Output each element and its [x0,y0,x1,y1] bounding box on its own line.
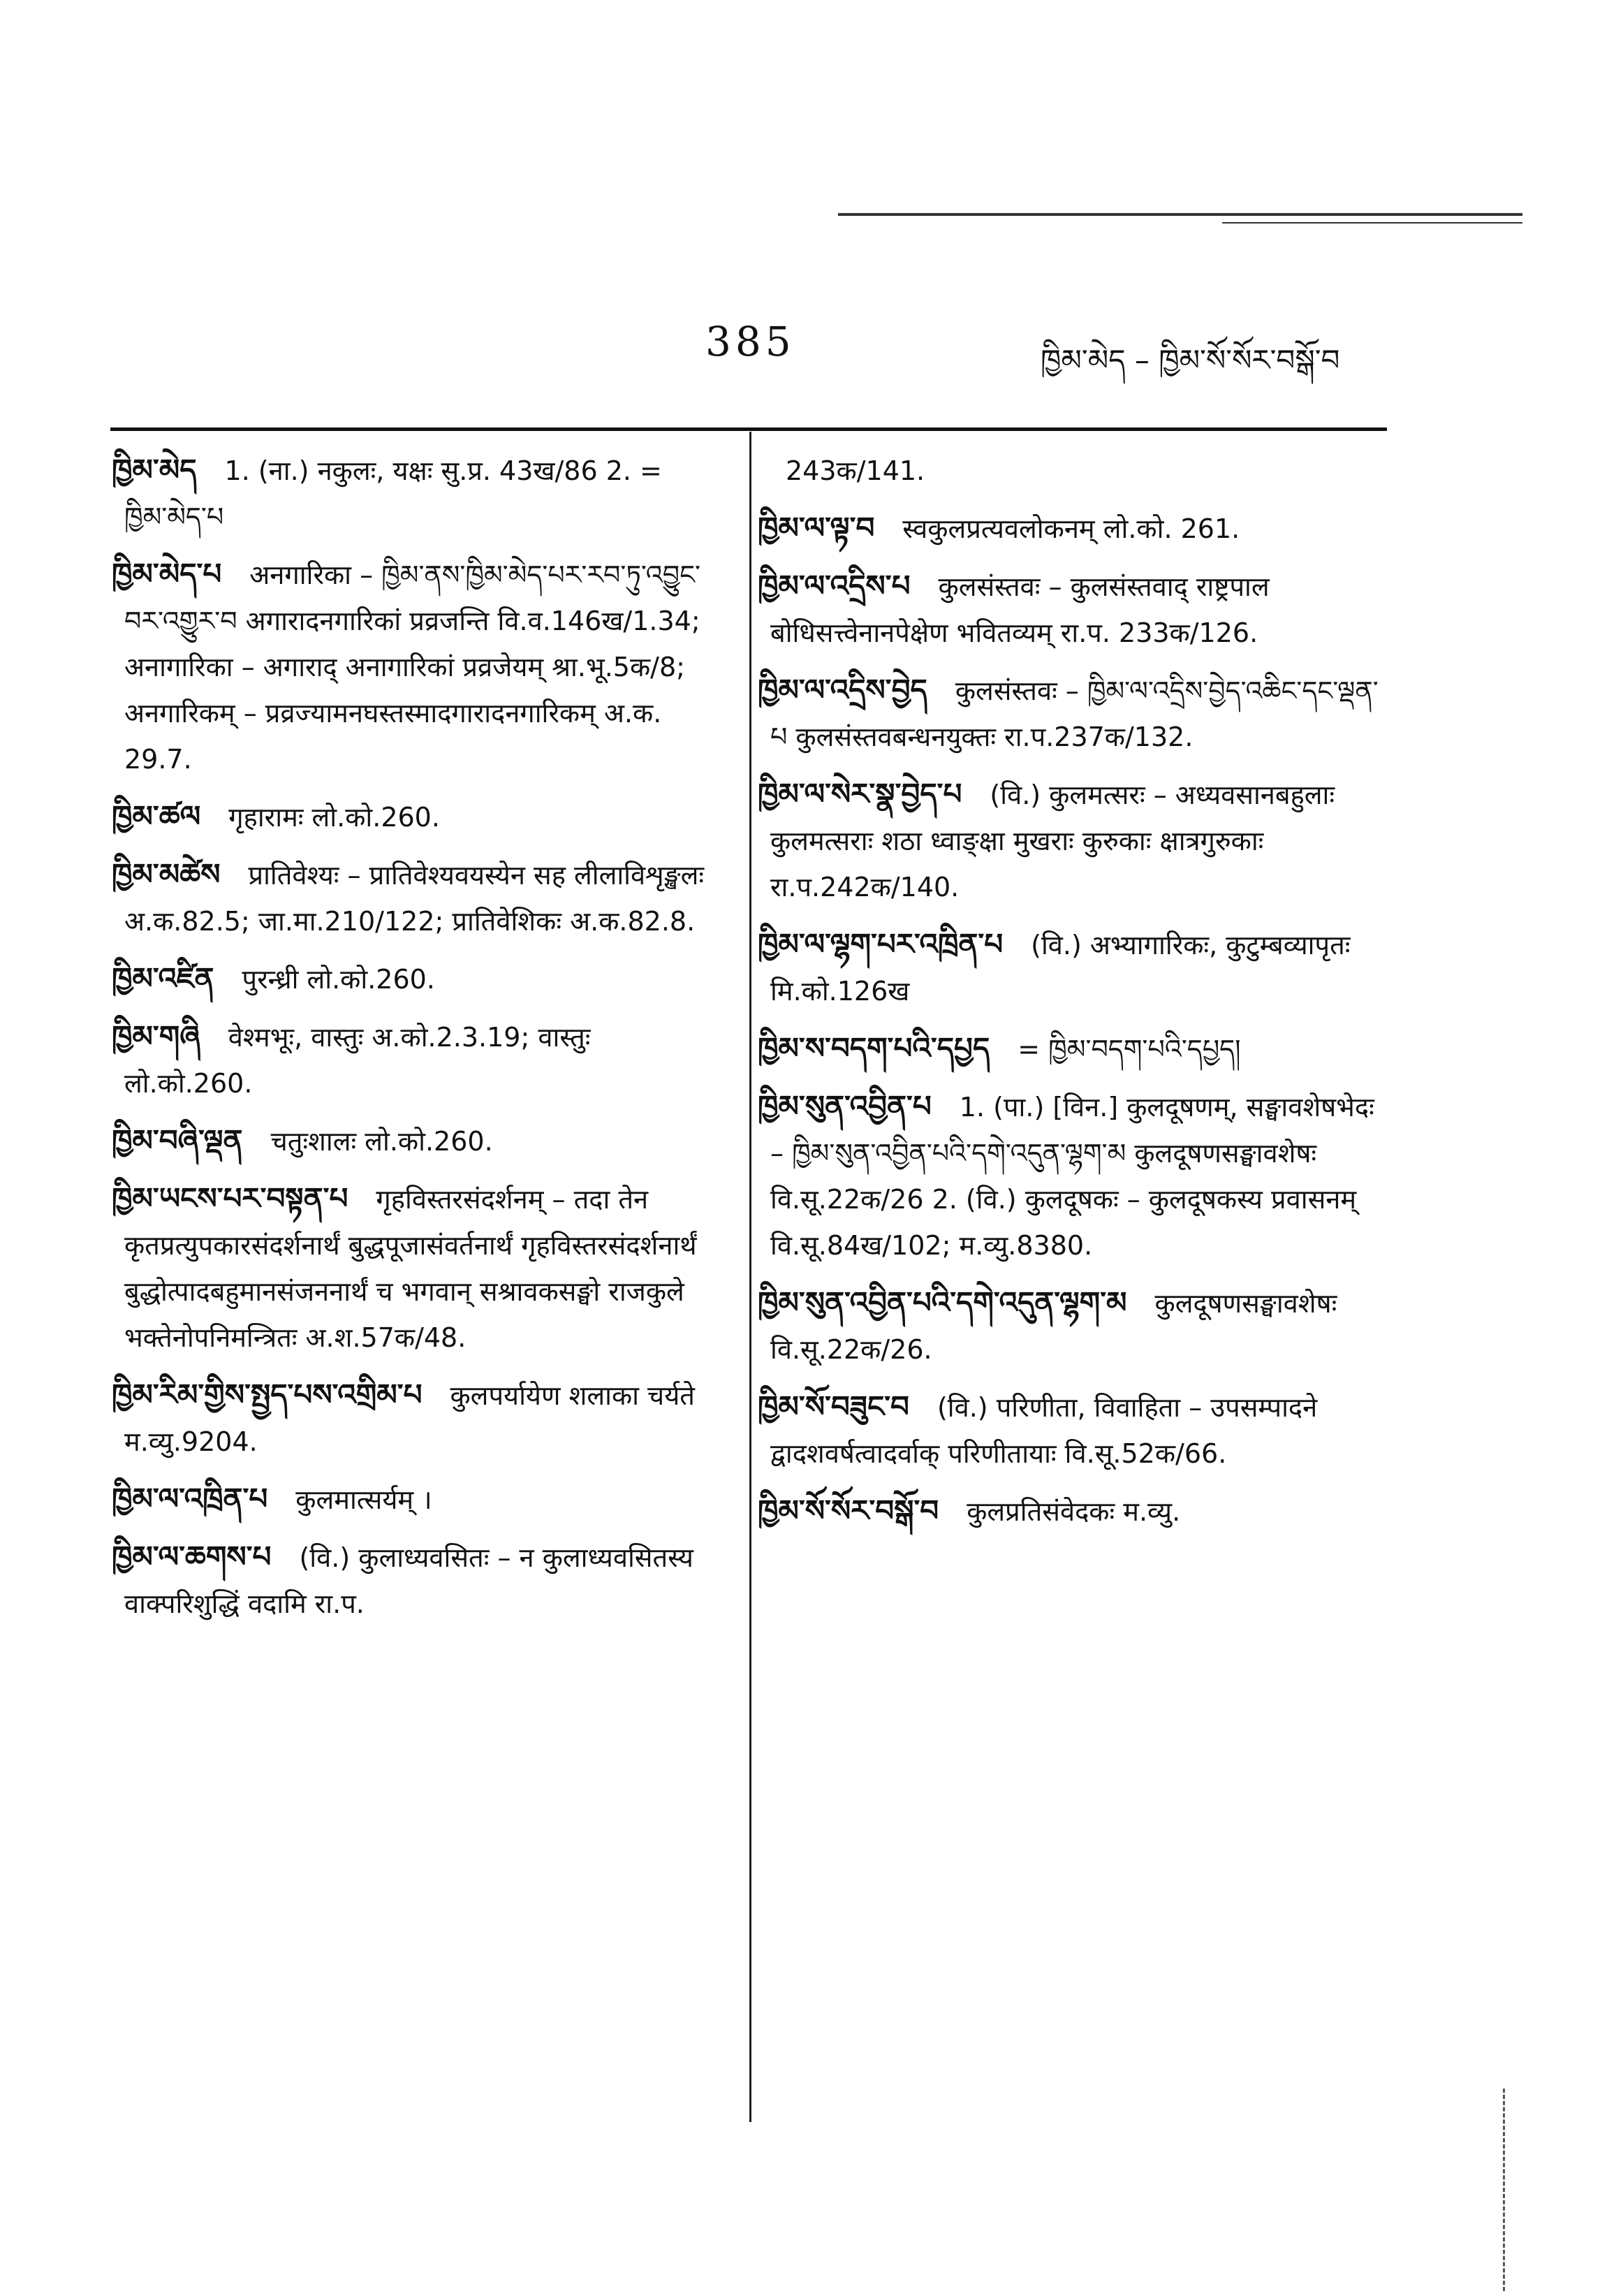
dictionary-entry [758,1025,1379,1072]
entry-definition: (वि.) कुलमत्सरः – अध्यवसानबहुलाः कुलमत्सराः शठा ध्वाङ्क्षा मुखराः कुरुकाः क्षात्रगुरुकाः रा.प.242क/140. [770,780,1335,902]
entry-headword: ཁྱིམ་ལ་སེར་སྣ་བྱེད་པ [758,777,962,811]
dictionary-entry [758,1280,1379,1373]
scan-artifact-line [838,213,1522,216]
dictionary-entry [112,551,705,782]
dictionary-entry [112,851,705,944]
entry-headword: ཁྱིམ་ལ་འདྲིས་པ [758,569,911,603]
entry-headword: ཁྱིམ་ས་བདག་པའི་དཔྱད [758,1031,990,1065]
running-head: ཁྱིམ་མེད – ཁྱིམ་སོ་སོར་བསྒོ་བ [1041,343,1340,377]
dictionary-entry [112,1534,705,1627]
entry-headword: ཁྱིམ་ཚལ [112,799,201,833]
entry-definition: पुरन्ध्री लो.को.260. [242,964,435,995]
entry-definition: 243क/141. [786,455,925,486]
entry-definition: कुलसंस्तवः – कुलसंस्तवाद् राष्ट्रपाल बोधिसत्त्वेनानपेक्षेण भवितव्यम् रा.प. 233क/126. [770,571,1270,648]
dictionary-entry [112,1118,705,1164]
entry-definition: (वि.) परिणीता, विवाहिता – उपसम्पादने द्वादशवर्षत्वादर्वाक् परिणीतायाः वि.सू.52क/66. [770,1392,1318,1469]
entry-headword: ཁྱིམ་ཡངས་པར་བསྟན་པ [112,1181,348,1215]
entry-headword: ཁྱིམ་སུན་འབྱིན་པ [758,1089,932,1123]
right-column [758,447,1379,1546]
entry-headword: ཁྱིམ་རིམ་གྱིས་སྤྱད་པས་འགྲིམ་པ [112,1377,423,1412]
entry-headword: ཁྱིམ་མཚེས [112,857,221,891]
dictionary-entry [758,771,1379,910]
dictionary-entry [112,1176,705,1361]
entry-headword: ཁྱིམ་ལ་ལྟ་བ [758,511,875,545]
dictionary-entry [112,1476,705,1523]
entry-definition: (वि.) अभ्यागारिकः, कुटुम्बव्यापृतः मि.को.126ख [770,930,1351,1007]
entry-headword: ཁྱིམ་སོ་སོར་བསྒོ་བ [758,1493,939,1528]
entry-definition: गृहविस्तरसंदर्शनम् – तदा तेन कृतप्रत्युपकारसंदर्शनार्थं बुद्धपूजासंवर्तनार्थं गृहविस्तरसंदर्शनार्थं बुद्धोत्पादबहुमानसंजननार्थं च भगवान् सश्रावकसङ्घो राजकुले भक्तेनोपनिमन्त्रितः अ.श.57क/48. [124,1184,697,1353]
entry-headword: ཁྱིམ་ལ་འཁྲིན་པ [112,1482,268,1516]
dictionary-entry [112,956,705,1002]
entry-headword: ཁྱིམ་གཞི [112,1019,200,1053]
scan-edge-mark [1503,2089,1505,2291]
dictionary-entry [758,1384,1379,1477]
entry-definition: प्रातिवेश्यः – प्रातिवेश्यवयस्येन सह लीलाविशृङ्खलः अ.क.82.5; जा.मा.210/122; प्रातिवेशिकः अ.क.82.8. [124,860,705,937]
dictionary-entry [758,563,1379,656]
header-rule [110,427,1387,431]
entry-definition: गृहारामः लो.को.260. [228,802,440,833]
dictionary-entry [758,447,1379,494]
left-column [112,447,705,1638]
entry-headword: ཁྱིམ་མེད་པ [112,557,222,591]
dictionary-entry [758,921,1379,1014]
dictionary-entry [758,1488,1379,1535]
entry-definition: कुलपर्यायेण शलाका चर्यते म.व्यु.9204. [124,1380,695,1457]
entry-definition: अनगारिका – ཁྱིམ་ནས་ཁྱིམ་མེད་པར་རབ་ཏུ་འབྱུང་བར་འགྱུར་བ अगारादनगारिकां प्रव्रजन्ति वि.व.146ख/1.34; अनागारिका – अगाराद् अनागारिकां प्रव्रजेयम् श्रा.भू.5क/8; अनगारिकम् – प्रव्रज्यामनघस्तस्मादगारादनगारिकम् अ.क. 29.7. [124,560,700,775]
entry-definition: कुलमात्सर्यम् । [295,1484,432,1515]
column-divider [749,432,751,2122]
entry-headword: ཁྱིམ་ལ་འདྲིས་བྱེད [758,673,927,707]
entry-headword: ཁྱིམ་མེད [112,453,197,487]
dictionary-entry [112,794,705,840]
dictionary-entry [758,667,1379,760]
entry-definition: 1. (ना.) नकुलः, यक्षः सु.प्र. 43ख/86 2. = ཁྱིམ་མེད་པ [124,455,662,532]
entry-definition: स्वकुलप्रत्यवलोकनम् लो.को. 261. [902,513,1240,544]
entry-headword: ཁྱིམ་བཞི་ལྡན [112,1123,243,1157]
dictionary-entry [112,447,705,540]
entry-definition: कुलसंस्तवः – ཁྱིམ་ལ་འདྲིས་བྱེད་འཆིང་དང་ལྡན་པ कुलसंस्तवबन्धनयुक्तः रा.प.237क/132. [770,675,1379,752]
dictionary-entry [758,1083,1379,1268]
dictionary-entry [112,1372,705,1465]
entry-headword: ཁྱིམ་སུན་འབྱིན་པའི་དགེ་འདུན་ལྷག་མ [758,1285,1127,1319]
scan-artifact-line [1222,222,1522,224]
entry-definition: वेश्मभूः, वास्तुः अ.को.2.3.19; वास्तुः लो.को.260. [124,1022,591,1099]
dictionary-entry [758,505,1379,552]
entry-headword: ཁྱིམ་ལ་ཆགས་པ [112,1540,272,1574]
entry-definition: (वि.) कुलाध्यवसितः – न कुलाध्यवसितस्य वाक्परिशुद्धिं वदामि रा.प. [124,1542,693,1619]
entry-definition: कुलप्रतिसंवेदकः म.व्यु. [967,1496,1181,1527]
entry-definition: 1. (पा.) [विन.] कुलदूषणम्, सङ्घावशेषभेदः – ཁྱིམ་སུན་འབྱིན་པའི་དགེ་འདུན་ལྷག་མ कुलदूषणसङ्घावशेषः वि.सू.22क/26 2. (वि.) कुलदूषकः – कुलदूषकस्य प्रवासनम् वि.सू.84ख/102; म.व्यु.8380. [770,1092,1374,1261]
entry-headword: ཁྱིམ་འཛིན [112,961,214,995]
entry-definition: कुलदूषणसङ्घावशेषः वि.सू.22क/26. [770,1288,1337,1365]
entry-definition: चतुःशालः लो.को.260. [270,1126,493,1157]
entry-headword: ཁྱིམ་ལ་ལྷག་པར་འཁྲིན་པ [758,927,1004,961]
entry-definition: = ཁྱིམ་བདག་པའི་དཔྱད། [1018,1034,1241,1065]
entry-headword: ཁྱིམ་སོ་བཟུང་བ [758,1389,909,1424]
page-number: 385 [705,318,795,365]
dictionary-entry [112,1014,705,1106]
